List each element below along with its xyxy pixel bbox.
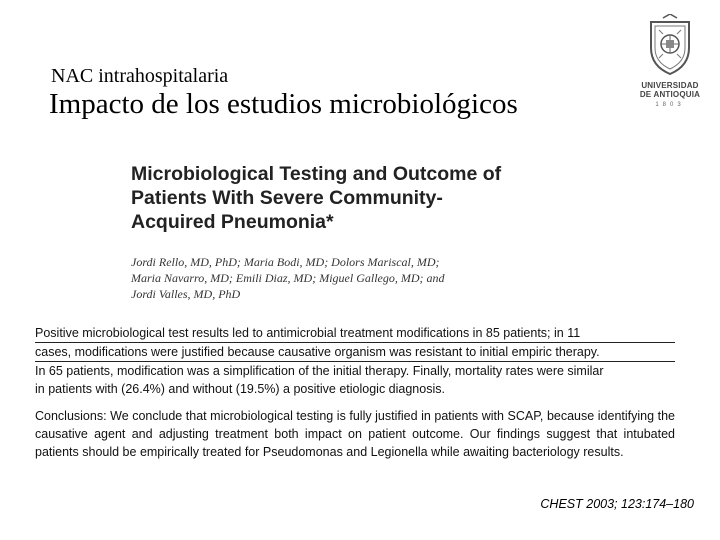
article-title-line: Acquired Pneumonia* <box>131 211 334 233</box>
logo-name-line2: DE ANTIOQUIA <box>639 90 701 99</box>
conclusions-line: awaiting bacteriology results. <box>463 445 624 459</box>
abstract-conclusions <box>35 407 675 461</box>
article-authors <box>131 254 511 302</box>
conclusions-line: identifying the causative agent and adjusting treatment both impact on patient outcome. Our findings <box>35 409 675 441</box>
article-title-line: Microbiological Testing and Outcome of <box>131 163 502 185</box>
article-title-line: Patients With Severe Community- <box>131 187 443 209</box>
author-line: Jordi Valles, MD, PhD <box>131 287 241 301</box>
abstract-line: cases, modifications were justified because causative organism was resistant to initial empiric therapy. <box>35 342 675 361</box>
university-logo <box>638 14 702 110</box>
slide-heading: Impacto de los estudios microbiológicos <box>49 88 518 120</box>
university-seal-icon <box>645 14 695 78</box>
conclusions-line: Conclusions: We conclude that microbiological testing is fully justified in patients with SCAP, because <box>35 409 595 423</box>
conclusions-line: suggest that intubated patients should be empirically treated for Pseudomonas and Legionella while <box>35 427 675 459</box>
article-title <box>131 162 601 234</box>
abstract-line: In 65 patients, modification was a simplification of the initial therapy. Finally, mortality rates were similar <box>35 361 675 380</box>
journal-citation: CHEST 2003; 123:174–180 <box>540 497 694 511</box>
logo-name-line1: UNIVERSIDAD <box>641 81 699 90</box>
author-line: Jordi Rello, MD, PhD; Maria Bodi, MD; Dolors Mariscal, MD; <box>131 255 440 269</box>
slide-kicker: NAC intrahospitalaria <box>51 65 229 87</box>
abstract-results <box>35 324 675 398</box>
abstract-line: Positive microbiological test results led to antimicrobial treatment modifications in 85 patients; in 11 <box>35 326 581 340</box>
logo-year: 1803 <box>655 102 685 108</box>
abstract-line: in patients with (26.4%) and without (19.5%) a positive etiologic diagnosis. <box>35 382 445 396</box>
author-line: Maria Navarro, MD; Emili Diaz, MD; Miguel Gallego, MD; and <box>131 271 445 285</box>
